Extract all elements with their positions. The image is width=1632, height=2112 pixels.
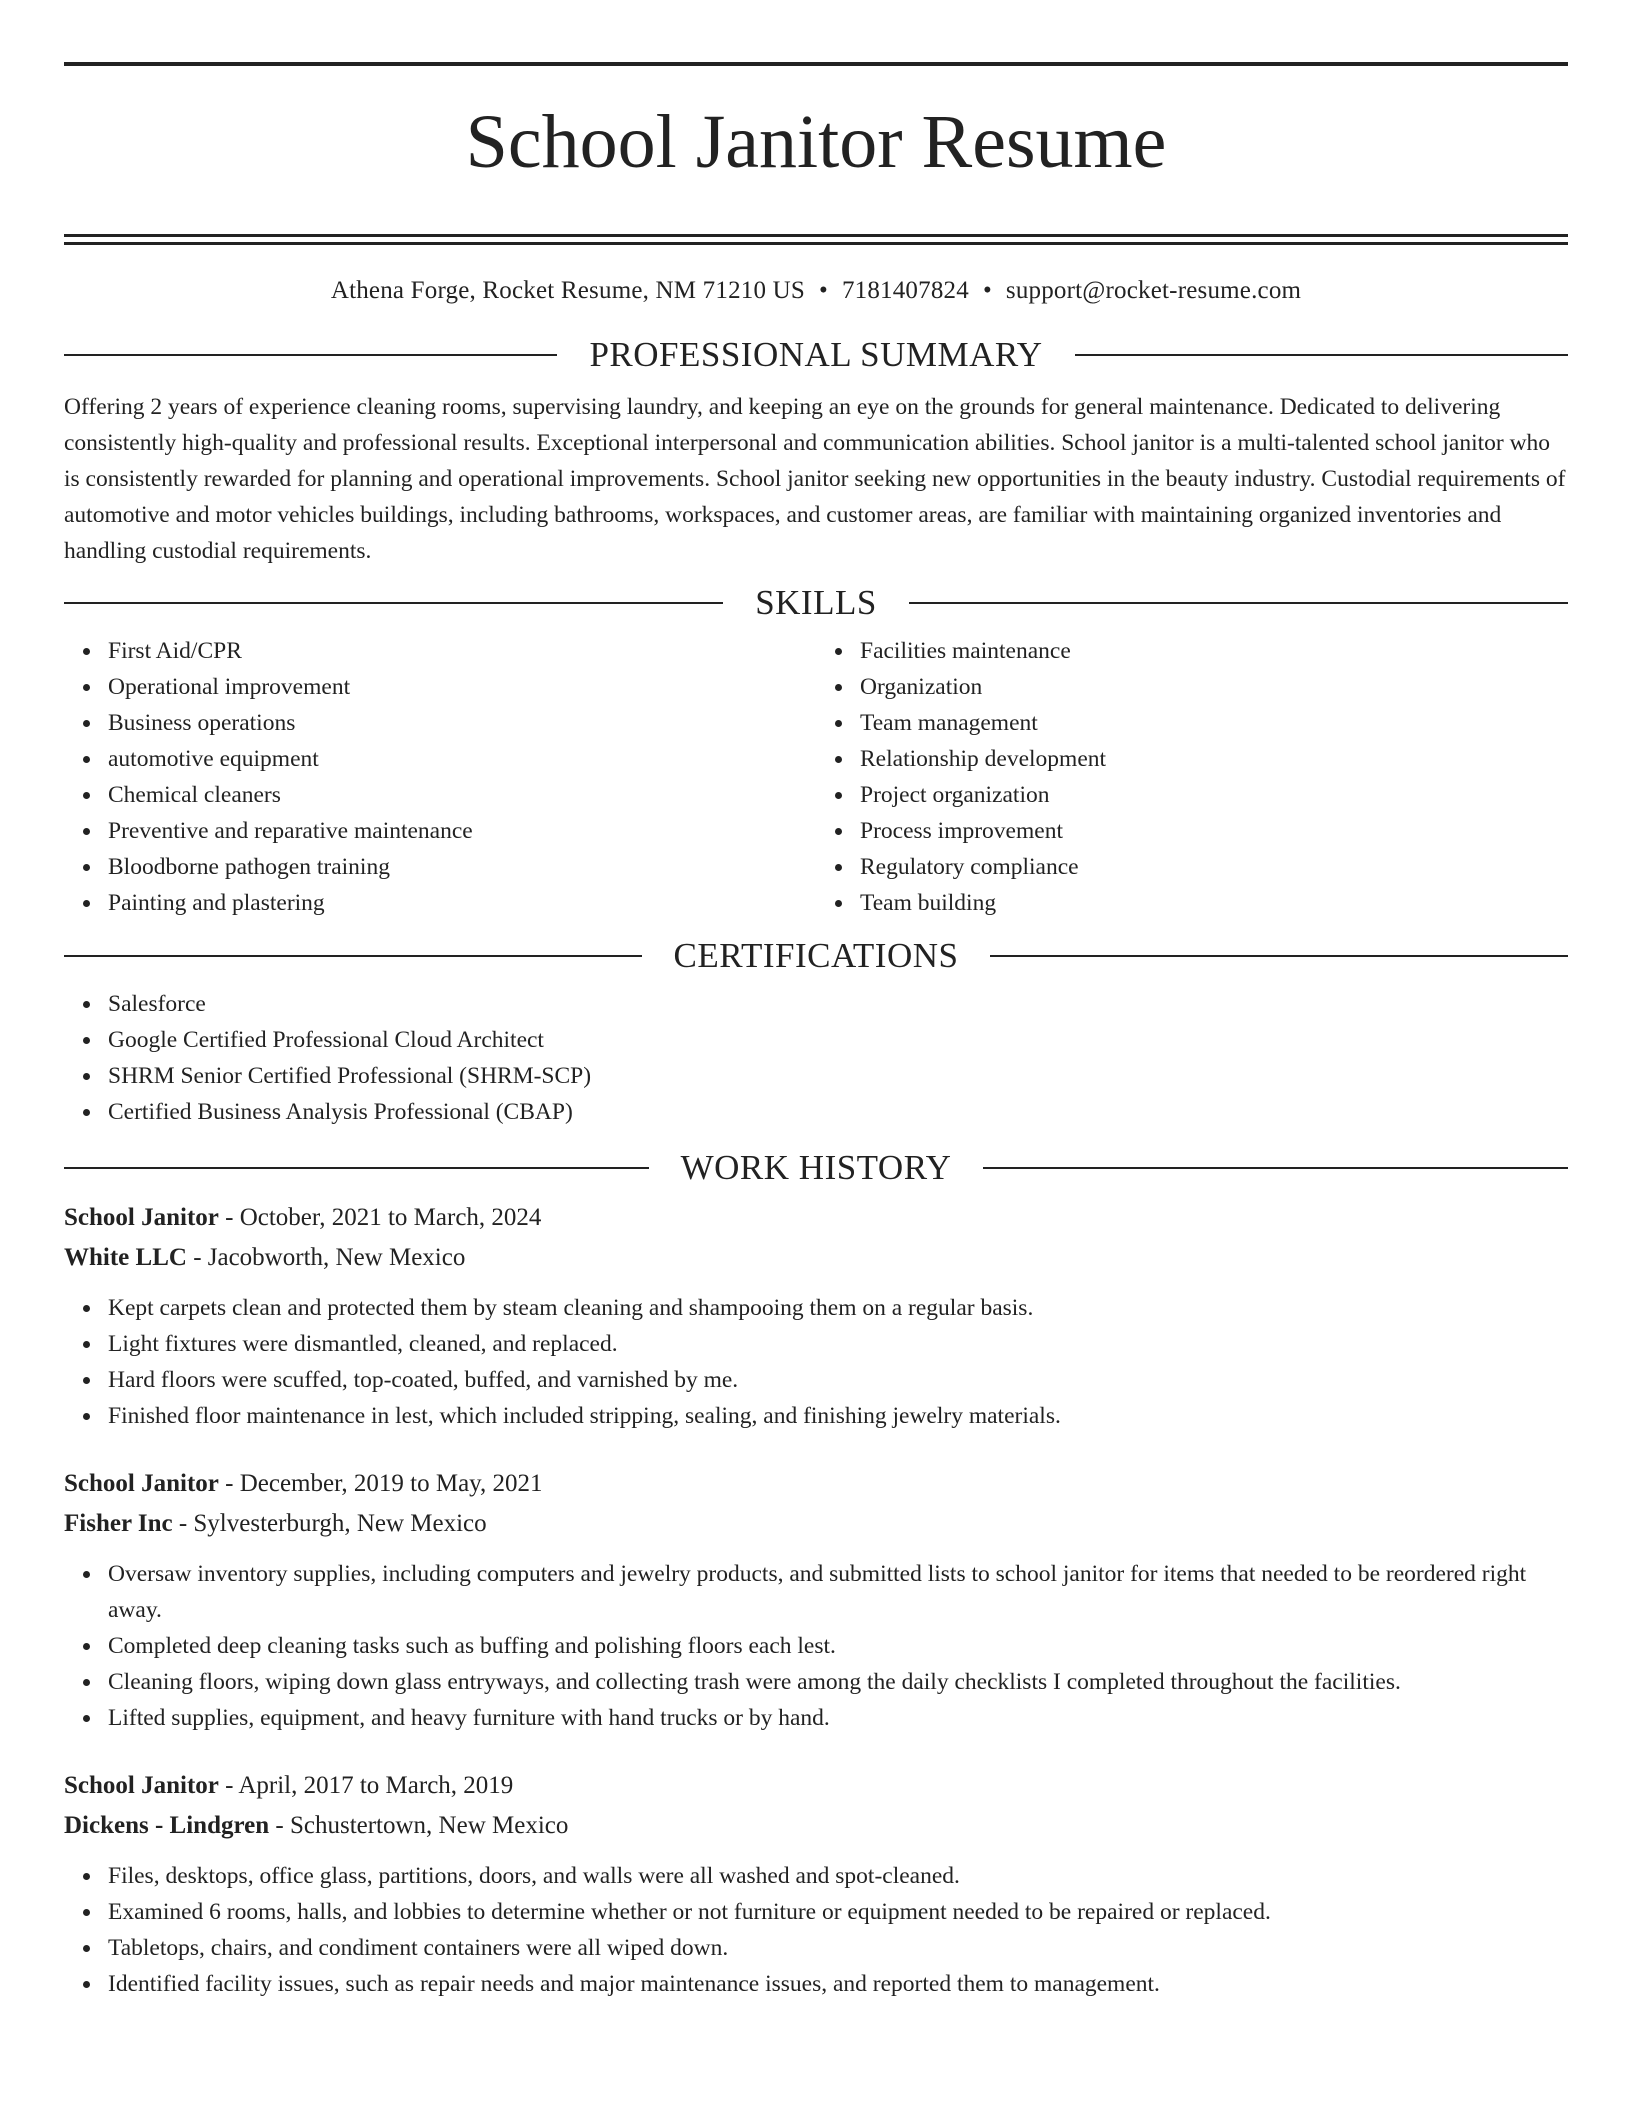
job-duty: Files, desktops, office glass, partitions, doors, and walls were all washed and spot-cleaned. — [108, 1858, 1568, 1894]
job-duty: Completed deep cleaning tasks such as buffing and polishing floors each lest. — [108, 1628, 1568, 1664]
skill-item: Relationship development — [860, 741, 1568, 777]
job-duty: Kept carpets clean and protected them by steam cleaning and shampooing them on a regular basis. — [108, 1290, 1568, 1326]
skill-item: Painting and plastering — [108, 885, 816, 921]
job-location: - Schustertown, New Mexico — [269, 1812, 569, 1839]
skill-item: Preventive and reparative maintenance — [108, 813, 816, 849]
job-duty: Tabletops, chairs, and condiment containers were all wiped down. — [108, 1930, 1568, 1966]
certifications-heading: CERTIFICATIONS — [673, 936, 959, 975]
contact-line — [64, 276, 1568, 306]
skill-item: Business operations — [108, 705, 816, 741]
certification-item: Google Certified Professional Cloud Architect — [108, 1022, 1568, 1058]
skill-item: Chemical cleaners — [108, 777, 816, 813]
skill-item: Process improvement — [860, 813, 1568, 849]
section-rule — [64, 354, 557, 356]
contact-phone: 7181407824 — [841, 277, 969, 304]
job-company: Fisher Inc — [64, 1510, 173, 1537]
skills-heading: SKILLS — [755, 583, 877, 622]
job-entry — [64, 1464, 1568, 1736]
job-entry — [64, 1766, 1568, 2002]
skill-item: Bloodborne pathogen training — [108, 849, 816, 885]
section-rule — [1075, 354, 1568, 356]
job-duty: Cleaning floors, wiping down glass entryways, and collecting trash were among the daily checklists I completed throughout the facilities. — [108, 1664, 1568, 1700]
job-company-line — [64, 1238, 1568, 1278]
section-rule — [990, 955, 1568, 957]
title-double-rule — [64, 234, 1568, 245]
certification-item: Certified Business Analysis Professional (CBAP) — [108, 1094, 1568, 1130]
skill-item: Operational improvement — [108, 669, 816, 705]
top-rule — [64, 62, 1568, 66]
contact-address: Athena Forge, Rocket Resume, NM 71210 US — [330, 277, 805, 304]
contact-separator: • — [818, 277, 828, 304]
skill-item: Facilities maintenance — [860, 633, 1568, 669]
section-rule — [983, 1167, 1568, 1169]
job-company-line — [64, 1806, 1568, 1846]
job-duty: Lifted supplies, equipment, and heavy furniture with hand trucks or by hand. — [108, 1700, 1568, 1736]
work-heading: WORK HISTORY — [680, 1148, 952, 1187]
job-duty: Light fixtures were dismantled, cleaned, and replaced. — [108, 1326, 1568, 1362]
contact-email: support@rocket-resume.com — [1005, 277, 1302, 304]
job-company-line — [64, 1504, 1568, 1544]
job-dates: - December, 2019 to May, 2021 — [218, 1470, 543, 1497]
job-title-line — [64, 1464, 1568, 1504]
job-location: - Jacobworth, New Mexico — [186, 1244, 466, 1271]
skill-item: Organization — [860, 669, 1568, 705]
resume-title: School Janitor Resume — [465, 100, 1167, 184]
job-duty: Identified facility issues, such as repair needs and major maintenance issues, and reported them to management. — [108, 1966, 1568, 2002]
skill-item: Regulatory compliance — [860, 849, 1568, 885]
summary-text: Offering 2 years of experience cleaning rooms, supervising laundry, and keeping an eye on the grounds for general maintenance. Dedicated to delivering consistently high-quality and professional results. Exceptional interpersonal and communication abilities. School janitor is a multi-talented school janitor who is consistently rewarded for planning and operational improvements. School janitor seeking new opportunities in the beauty industry. Custodial requirements of automotive and motor vehicles buildings, including bathrooms, workspaces, and customer areas, are familiar with maintaining organized inventories and handling custodial requirements. — [64, 394, 1566, 564]
job-duty: Examined 6 rooms, halls, and lobbies to determine whether or not furniture or equipment needed to be repaired or replaced. — [108, 1894, 1568, 1930]
skills-column-left — [64, 633, 816, 921]
job-duty: Finished floor maintenance in lest, which included stripping, sealing, and finishing jewelry materials. — [108, 1398, 1568, 1434]
job-duties-list — [64, 1858, 1568, 2002]
skills-list — [64, 633, 1568, 921]
job-title: School Janitor — [64, 1204, 219, 1231]
job-company: Dickens - Lindgren — [64, 1812, 270, 1839]
section-rule — [64, 955, 642, 957]
summary-heading: PROFESSIONAL SUMMARY — [589, 335, 1043, 374]
job-duty: Hard floors were scuffed, top-coated, buffed, and varnished by me. — [108, 1362, 1568, 1398]
skill-item: Team management — [860, 705, 1568, 741]
resume-page — [64, 62, 1568, 2002]
skill-item: Team building — [860, 885, 1568, 921]
job-duties-list — [64, 1556, 1568, 1736]
skill-item: Project organization — [860, 777, 1568, 813]
job-title-line — [64, 1766, 1568, 1806]
skill-item: automotive equipment — [108, 741, 816, 777]
job-title: School Janitor — [64, 1470, 219, 1497]
certifications-section-header — [64, 936, 1568, 976]
certifications-list — [64, 986, 1568, 1130]
work-section-header — [64, 1148, 1568, 1188]
job-title: School Janitor — [64, 1772, 219, 1799]
job-duties-list — [64, 1290, 1568, 1434]
skills-section-header — [64, 583, 1568, 623]
skills-column-right — [816, 633, 1568, 921]
job-dates: - April, 2017 to March, 2019 — [218, 1772, 514, 1799]
skill-item: First Aid/CPR — [108, 633, 816, 669]
job-title-line — [64, 1198, 1568, 1238]
certification-item: SHRM Senior Certified Professional (SHRM-SCP) — [108, 1058, 1568, 1094]
contact-separator: • — [982, 277, 992, 304]
summary-section-header — [64, 335, 1568, 375]
job-entry — [64, 1198, 1568, 1434]
job-company: White LLC — [64, 1244, 187, 1271]
section-rule — [64, 602, 723, 604]
section-rule — [64, 1167, 649, 1169]
job-location: - Sylvesterburgh, New Mexico — [172, 1510, 487, 1537]
section-rule — [909, 602, 1568, 604]
certification-item: Salesforce — [108, 986, 1568, 1022]
job-dates: - October, 2021 to March, 2024 — [218, 1204, 542, 1231]
job-duty: Oversaw inventory supplies, including computers and jewelry products, and submitted lists to school janitor for items that needed to be reordered right away. — [108, 1556, 1568, 1628]
